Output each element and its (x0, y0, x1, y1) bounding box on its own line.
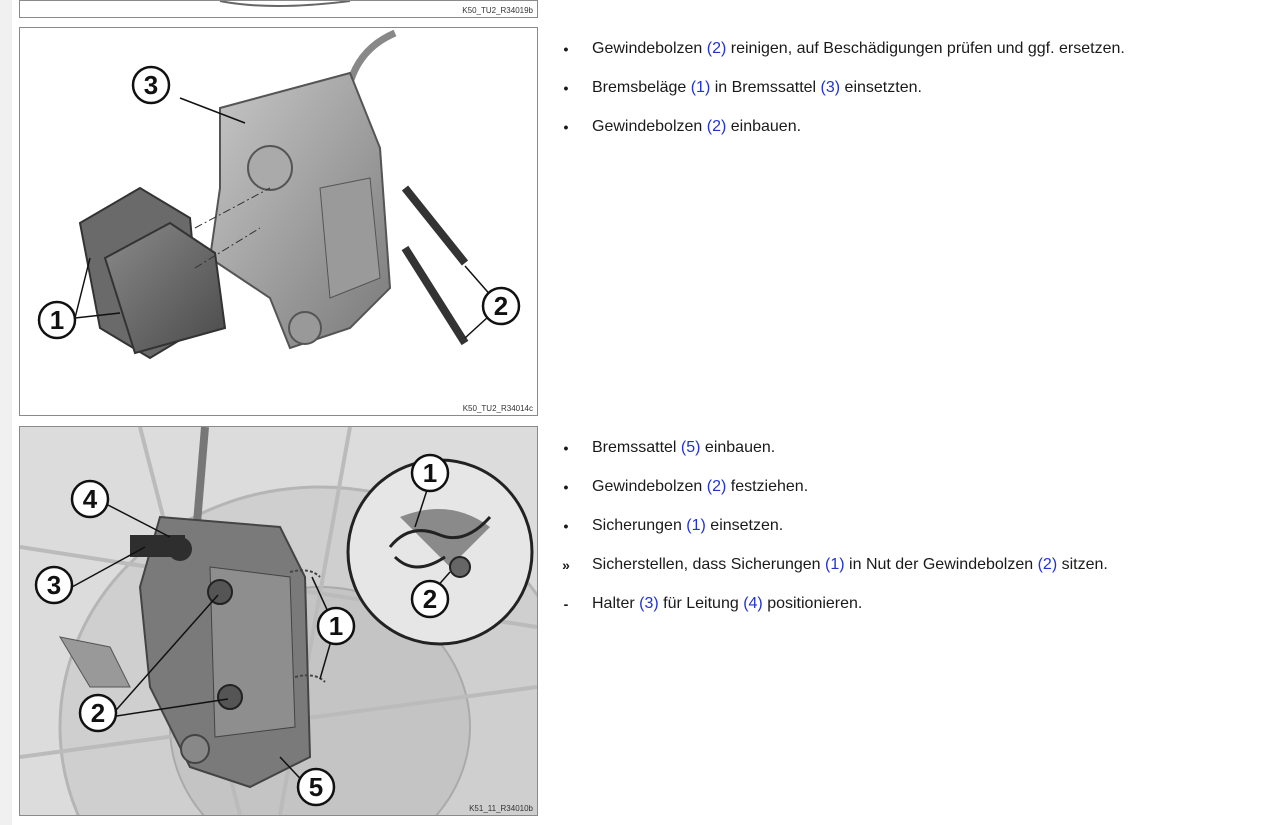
callout-1 (39, 302, 75, 338)
figure-brake-pads (19, 27, 538, 416)
step-text: einsetzen. (705, 517, 784, 534)
left-margin-bar (0, 0, 12, 825)
reference-number: (2) (706, 118, 727, 135)
bullet-marker: • (563, 479, 569, 495)
bullet-marker: • (563, 440, 569, 456)
step-text: einbauen. (700, 439, 776, 456)
threaded-bolt-upper (405, 188, 465, 263)
step-item (559, 39, 1125, 78)
step-text: in Nut der Gewindebolzen (844, 556, 1038, 573)
step-text: einsetzten. (840, 79, 922, 96)
step-text: Bremsbeläge (592, 79, 691, 96)
callout-detail-2 (412, 581, 448, 617)
step-text: für Leitung (658, 595, 744, 612)
step-text: Gewindebolzen (592, 118, 707, 135)
bullet-marker: • (563, 41, 569, 57)
step-text: sitzen. (1057, 556, 1108, 573)
svg-text:5: 5 (308, 772, 324, 802)
bullet-marker: • (563, 518, 569, 534)
step-text: Bremssattel (592, 439, 681, 456)
figure-id-label: K50_TU2_R34014c (462, 404, 533, 413)
step-text: reinigen, auf Beschädigungen prüfen und ggf. ersetzen. (726, 40, 1125, 57)
result-marker: » (562, 557, 570, 573)
reference-number: (3) (820, 79, 841, 96)
step-text: Sicherungen (592, 517, 687, 534)
reference-number: (2) (706, 478, 727, 495)
caliper-installed-illustration (20, 427, 537, 815)
figure-caliper-installed (19, 426, 538, 816)
reference-number: (1) (690, 79, 711, 96)
step-item (559, 78, 1125, 117)
step-list-2 (559, 438, 1108, 633)
svg-text:2: 2 (493, 291, 509, 321)
step-text: Gewindebolzen (592, 40, 707, 57)
svg-text:2: 2 (422, 584, 438, 614)
reference-number: (1) (686, 517, 706, 534)
bullet-marker: • (563, 80, 569, 96)
figure-id-label: K50_TU2_R34019b (462, 6, 533, 15)
callout-5 (298, 769, 334, 805)
svg-text:3: 3 (46, 570, 62, 600)
reference-number: (2) (706, 40, 727, 57)
step-text: Halter (592, 595, 640, 612)
threaded-bolt-lower (405, 248, 465, 343)
bullet-marker: • (563, 119, 569, 135)
step-item (559, 117, 1125, 156)
dash-marker: - (563, 596, 569, 612)
svg-text:3: 3 (143, 70, 159, 100)
callout-2 (483, 288, 519, 324)
figure-id-label: K51_11_R34010b (469, 804, 533, 813)
reference-number: (2) (1037, 556, 1058, 573)
callout-3 (133, 67, 169, 103)
step-item (559, 516, 1108, 555)
callout-4 (72, 481, 108, 517)
figure-top-illustration (20, 1, 537, 17)
reference-number: (1) (825, 556, 845, 573)
figure-top-cropped (19, 0, 538, 18)
step-text: festziehen. (726, 478, 809, 495)
callout-1 (318, 608, 354, 644)
reference-number: (3) (639, 595, 659, 612)
step-item (559, 594, 1108, 633)
step-list-1 (559, 39, 1125, 156)
step-text: in Bremssattel (710, 79, 821, 96)
step-text: Sicherstellen, dass Sicherungen (592, 556, 826, 573)
svg-text:4: 4 (82, 484, 98, 514)
reference-number: (4) (743, 595, 763, 612)
step-text: positionieren. (762, 595, 863, 612)
step-text: einbauen. (726, 118, 802, 135)
callout-3 (36, 567, 72, 603)
svg-text:2: 2 (90, 698, 106, 728)
svg-text:1: 1 (328, 611, 344, 641)
step-text: Gewindebolzen (592, 478, 707, 495)
step-item (559, 555, 1108, 594)
callout-detail-1 (412, 455, 448, 491)
svg-text:1: 1 (49, 305, 65, 335)
step-item (559, 438, 1108, 477)
brake-pads-illustration (20, 28, 537, 415)
svg-text:1: 1 (422, 458, 438, 488)
reference-number: (5) (680, 439, 701, 456)
step-item (559, 477, 1108, 516)
callout-2 (80, 695, 116, 731)
